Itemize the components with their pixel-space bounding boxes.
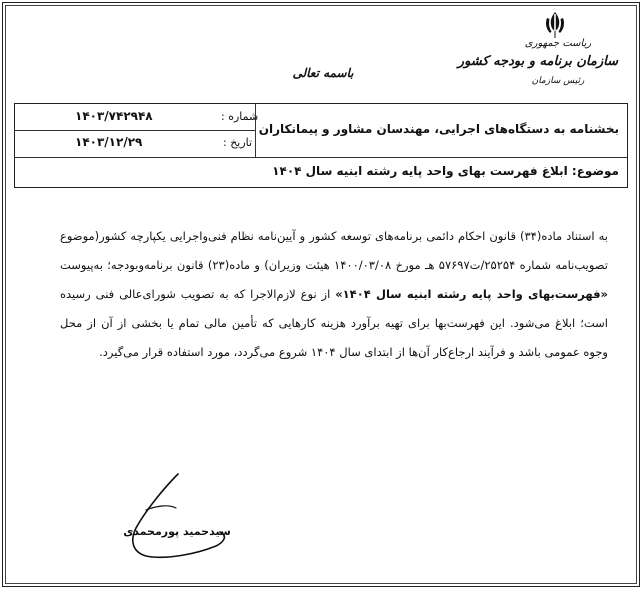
basmala-heading: باسمه تعالی <box>292 66 354 80</box>
letter-body <box>60 222 608 367</box>
body-paragraph: به استناد ماده(۳۴) قانون احکام دائمی برنامه‌های توسعه کشور و آیین‌نامه نظام فنی‌واجرایی یکپارچه کشور(موضوع تصویب‌نامه شماره ۲۵۲۵۴/ت۵۷۶۹۷ هـ مورخ ۱۴۰۰/۰۳/۰۸ هیئت وزیران) و ماده(۲۳) قانون برنامه‌وبودجه؛ به‌پیوست «فهرست‌بهای واحد پایه رشته ابنیه سال ۱۴۰۴» از نوع لازم‌الاجرا که به تصویب شورای‌عالی فنی رسیده است؛ ابلاغ می‌شود. این فهرست‌بها برای تهیه برآورد هزینه کارهایی که تأمین مالی تمام یا بخشی از آن از محل وجوه عمومی باشد و فرآیند ارجاع‌کار آن‌ها از ابتدای سال ۱۴۰۴ شروع می‌گردد، مورد استفاده قرار می‌گیرد. <box>60 229 608 359</box>
letter-date: ۱۴۰۳/۱۲/۲۹ <box>75 135 143 149</box>
org-head-title: رئیس سازمان <box>531 76 585 86</box>
org-presidency-line: ریاست جمهوری <box>524 38 592 49</box>
number-label: شماره : <box>221 110 259 123</box>
org-name: سازمان برنامه و بودجه کشور <box>457 54 618 69</box>
handwritten-signature <box>116 470 234 566</box>
iran-emblem-icon <box>542 10 568 40</box>
letter-meta-table <box>14 103 628 188</box>
subject-line: موضوع: ابلاغ فهرست بهای واحد پایه رشته ابنیه سال ۱۴۰۴ <box>272 164 619 178</box>
signer-name: سیدحمید پورمحمدی <box>123 525 231 538</box>
attachment-title: «فهرست‌بهای واحد پایه رشته ابنیه سال ۱۴۰۴» <box>335 287 608 301</box>
date-label: تاریخ : <box>223 136 253 149</box>
recipient-line: بخشنامه به دستگاه‌های اجرایی، مهندسان مشاور و پیمانکاران <box>258 122 619 136</box>
letter-number: ۱۴۰۳/۷۴۲۹۴۸ <box>75 109 153 123</box>
